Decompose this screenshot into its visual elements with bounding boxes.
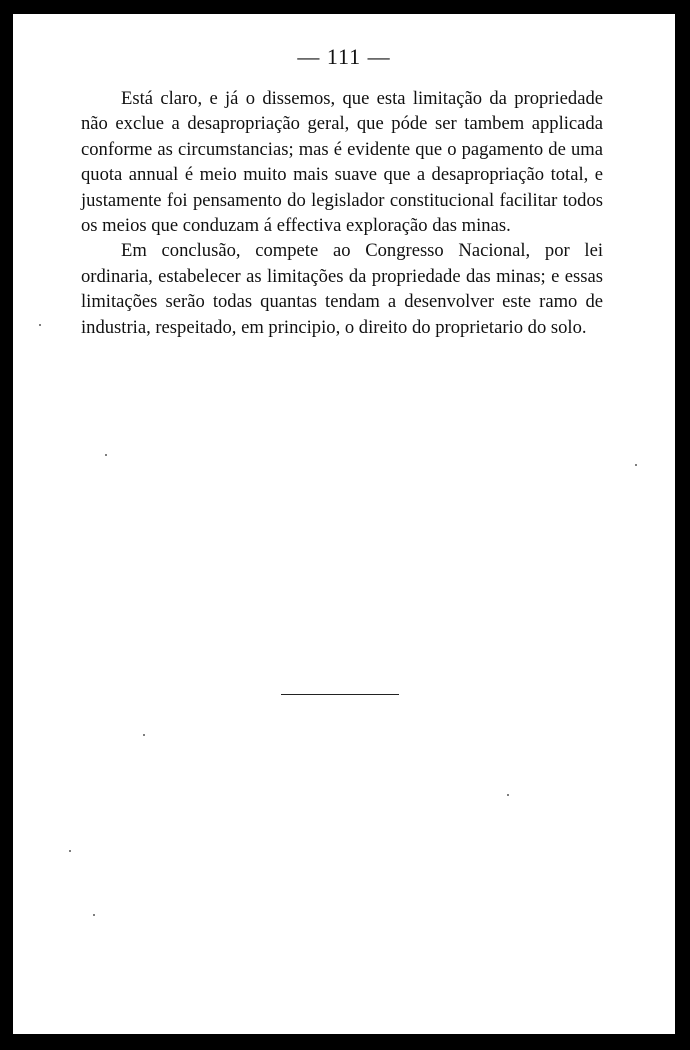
body-text — [81, 86, 603, 340]
scan-speck — [69, 850, 71, 852]
scan-speck — [93, 914, 95, 916]
scan-speck — [39, 324, 41, 326]
page-number: — 111 — — [297, 44, 391, 69]
paragraph-1: Está claro, e já o dissemos, que esta limitação da propriedade não exclue a desapropriação geral, que póde ser tambem applicada conforme as circumstancias; mas é evidente que o pagamento de uma quota annual é meio muito mais suave que a desapropriação total, e justamente foi pensamento do legislador constitucional facilitar todos os meios que conduzam á effectiva exploração das minas. — [81, 88, 603, 237]
scan-speck — [507, 794, 509, 796]
scan-speck — [143, 734, 145, 736]
scan-speck — [635, 464, 637, 466]
document-page — [13, 14, 675, 1034]
section-divider — [281, 694, 399, 695]
paragraph-2: Em conclusão, compete ao Congresso Nacional, por lei ordinaria, estabelecer as limitações da propriedade das minas; e essas limitações serão todas quantas tendam a desenvolver este ramo de industria, respeitado, em principio, o direito do proprietario do solo. — [81, 240, 603, 338]
scan-speck — [105, 454, 107, 456]
